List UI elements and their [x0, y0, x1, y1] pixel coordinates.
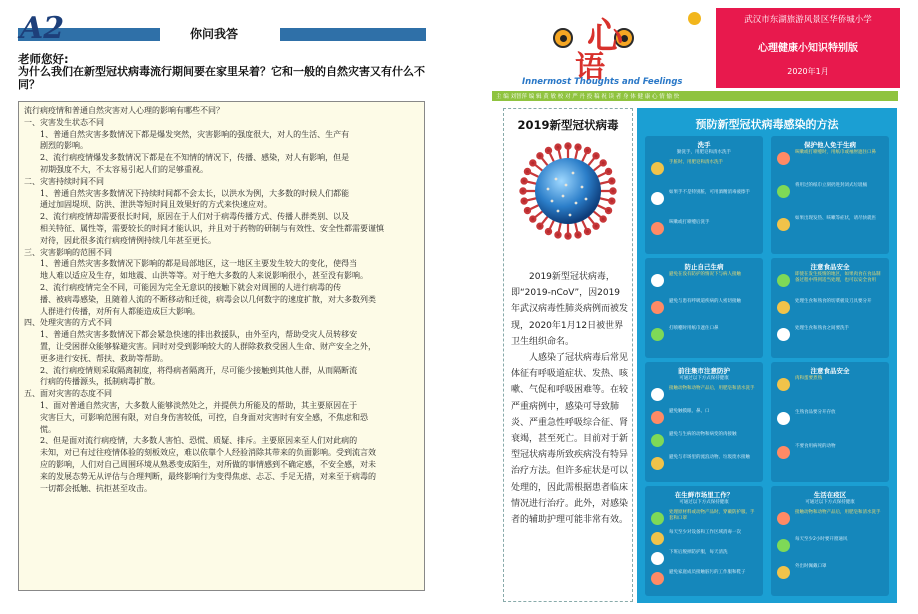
illustration-icon	[777, 274, 790, 287]
virus-spike-tip	[522, 198, 527, 203]
card-subheading: 可通过以下方式保持健康	[805, 500, 855, 505]
answer-line: 人群进行传播，对所有人都能造成巨大影响。	[40, 306, 200, 316]
answer-line: 相关特征、属性等，需要较长的时间才能认识，并且对于药物的研制与有效性、安全性都需要谨慎	[40, 223, 384, 233]
virus-spike-tip	[606, 169, 611, 174]
virus-spike-tip	[601, 160, 606, 165]
illustration-icon	[651, 388, 664, 401]
prevention-panel	[637, 108, 897, 603]
card-line: 打喷嚏时用纸巾遮住口鼻	[669, 326, 719, 331]
virus-spike-tip	[593, 153, 598, 158]
answer-line: 1、普通自然灾害多数情况下持续时间都不会太长，以洪水为例，大多数的时候人们都能	[40, 188, 350, 198]
illustration-icon	[651, 192, 664, 205]
virus-description	[511, 269, 629, 528]
illustration-icon	[777, 328, 790, 341]
card-line: 肉和蛋要煮熟	[795, 376, 822, 381]
virus-spike-tip	[546, 229, 551, 234]
virus-spike-tip	[555, 145, 560, 150]
answer-line: 五、面对灾害的态度不同	[24, 389, 112, 399]
virus-spike-tip	[530, 216, 535, 221]
card-line: 避免与患有呼吸道疾病的人密切接触	[669, 299, 741, 304]
virus-spike-tip	[555, 232, 560, 237]
prevention-card	[645, 258, 763, 358]
card-subheading: 勤洗手，用肥皂和清水洗手	[677, 150, 731, 155]
virus-spike-tip	[601, 216, 606, 221]
prevention-card	[771, 486, 889, 596]
virus-spike-tip	[537, 224, 542, 229]
virus-spike-tip	[522, 178, 527, 183]
card-line: 咳嗽或打喷嚏后洗手	[669, 220, 710, 225]
card-line: 手脏时、用肥皂和清水洗手	[669, 160, 723, 165]
virus-surface-dot	[575, 202, 578, 205]
answer-line: 慌。	[40, 424, 56, 434]
virus-spike-tip	[525, 169, 530, 174]
card-line: 处理生食和熟食的切菜板及刀具要分开	[795, 299, 872, 304]
answer-line: 更多进行安抚、帮扶、救助等帮助。	[40, 353, 168, 363]
answer-line: 对待，因此很多流行病疫情例持续几年甚至更长。	[40, 235, 216, 245]
logo-english: Innermost Thoughts and Feelings	[522, 77, 683, 87]
virus-surface-dot	[551, 200, 554, 203]
virus-paragraph-2: 人感染了冠状病毒后常见体征有呼吸道症状、发热、咳嗽、气促和呼吸困难等。在较严重病例中，感染可导致肺炎、严重急性呼吸综合征、肾衰竭，甚至死亡。目前对于新型冠状病毒所致疾病没有特异治疗方法。但许多症状是可以处理的，因此需根据患者临床情况进行治疗。此外，对感染者的辅助护理可能非常有效。	[511, 353, 629, 526]
card-heading: 前往集市注意防护	[678, 367, 730, 375]
virus-surface-dot	[585, 198, 588, 201]
illustration-icon	[651, 301, 664, 314]
logo-char-yu: 语	[575, 50, 605, 85]
illustration-icon	[777, 378, 790, 391]
virus-spike-tip	[537, 153, 542, 158]
illustration-icon	[651, 532, 664, 545]
illustration-icon	[651, 434, 664, 447]
virus-spike-tip	[585, 229, 590, 234]
prevention-card	[645, 362, 763, 482]
prevention-card	[645, 136, 763, 254]
card-line: 将用过的纸巾立刻扔进封闭式垃圾桶	[795, 183, 867, 188]
virus-surface-dot	[547, 188, 550, 191]
card-heading: 防止自己生病	[684, 263, 724, 271]
answer-line: 剧烈的影响。	[40, 141, 88, 151]
card-line: 咳嗽或打喷嚏时，用纸巾或袖肘遮住口鼻	[795, 150, 876, 155]
issue-date: 2020年1月	[787, 67, 829, 76]
card-heading: 洗手	[697, 141, 711, 149]
card-line: 避免与生病的动物和病变的肉接触	[669, 432, 737, 437]
answer-box	[18, 101, 425, 591]
answer-line: 地人难以适应及生存，如地震、山洪等等。对于绝大多数的人来说影响很小，甚至没有影响。	[40, 271, 368, 281]
illustration-icon	[777, 185, 790, 198]
answer-line: 初期强度不大，不太容易引起人们的足够重视。	[40, 164, 208, 174]
answer-line: 1、普通自然灾害多数情况下影响的都是局部地区，这一地区主要发生较大的变化，使得当	[40, 259, 358, 269]
card-line: 如果出现发热、咳嗽等症状，请尽快就医	[795, 216, 876, 221]
answer-line: 流行病疫情和普通自然灾害对人心理的影响有哪些不同？	[24, 106, 224, 115]
card-line: 接触动物和动物产品后，用肥皂和清水洗手	[669, 386, 755, 391]
card-line: 每天至少2小时要开窗通风	[795, 537, 848, 542]
answer-line: 应的影响，人们对自己周围环境从熟悉变成陌生，对所做的事情感到不确定感，不安全感，对未	[40, 459, 376, 469]
prevention-title: 预防新型冠状病毒感染的方法	[695, 118, 839, 131]
answer-line: 2、流行病疫情完全不同，可能因为完全无意识的接触下就会对周围的人进行病毒的传	[40, 282, 342, 292]
card-heading: 保护他人免于生病	[804, 141, 856, 149]
card-line: 生熟食品要分开存放	[795, 410, 836, 415]
prevention-card	[771, 136, 889, 254]
card-line: 即使在发生疫情的地区，如果肉食在食品制备过程中得到适当处理，也可以安全食用	[795, 272, 881, 284]
card-line: 避免与市场里的流浪动物、垃圾废水接触	[669, 455, 750, 460]
illustration-icon	[651, 411, 664, 424]
virus-spike-tip	[575, 232, 580, 237]
virus-spike-tip	[520, 188, 525, 193]
illustration-icon	[651, 162, 664, 175]
illustration-icon	[651, 222, 664, 235]
illustration-icon	[777, 218, 790, 231]
card-line: 避免在没有防护的情况下与病人接触	[669, 272, 741, 277]
answer-line: 2、流行病疫情则采取隔离制度，将得病者隔离开，尽可能少接触到其他人群，从而隔断流	[40, 365, 358, 375]
answer-line: 2、流行病疫情却需要很长时间，原因在于人们对于病毒传播方式、传播人群类别、以及	[40, 212, 350, 222]
answer-line: 灾害巨大，可影响范围有限，对自身伤害较低，可控，自身面对灾害时有安全感，不焦虑和恐	[40, 412, 368, 422]
virus-spike-tip	[575, 145, 580, 150]
card-line: 接触动物和动物产品后，用肥皂和清水洗手	[795, 510, 881, 515]
issue-series: 心理健康小知识特别版	[758, 43, 858, 54]
logo-char-xin: 心	[587, 15, 624, 57]
virus-spike-tip	[525, 208, 530, 213]
section-title: 你问我答	[190, 27, 239, 41]
virus-surface-dot	[557, 210, 560, 213]
prevention-card	[771, 362, 889, 482]
sun-icon	[688, 12, 701, 25]
card-line: 如果手不是特别脏，可用酒精消毒液擦手	[669, 190, 750, 195]
card-line: 避免触摸眼、鼻、口	[669, 409, 710, 414]
virus-spike-tip	[593, 224, 598, 229]
virus-surface-dot	[562, 195, 565, 198]
card-line: 每天至少对设备和工作区域消毒一次	[669, 530, 741, 535]
illustration-icon	[651, 274, 664, 287]
virus-spike-tip	[609, 178, 614, 183]
answer-line: 1、面对普通自然灾害，大多数人能够淡然处之，并提供力所能及的帮助，其主要原因在于	[40, 400, 358, 410]
virus-spike-tip	[565, 143, 570, 148]
logo-left-eye	[553, 28, 573, 48]
card-line: 不要食用病死的动物	[795, 444, 836, 449]
credits-text: 主 编 刘智萍 编 辑 黄 敏 校 对 严 丹 投 稿 祝 读 者 身 体 健 康 心 情 愉 快	[496, 94, 680, 100]
answer-line: 1、普通自然灾害多数情况下都会紧急快速的排出救援队，由外至内，帮助受灾人员转移安	[40, 330, 358, 340]
answer-line: 行病的传播源头，抵制病毒扩散。	[40, 377, 160, 387]
answer-line: 二、灾害持续时间不同	[24, 176, 104, 186]
illustration-icon	[651, 512, 664, 525]
school-name: 武汉市东湖旅游风景区华侨城小学	[744, 15, 872, 25]
answer-line: 三、灾害影响的范围不同	[24, 247, 112, 257]
answer-line: 一切都会抵触、抗拒甚至攻击。	[40, 483, 152, 493]
prevention-card	[645, 486, 763, 596]
answer-line: 2、流行病疫情爆发多数情况下都是在不知情的情况下，传播、感染，对人有影响，但是	[40, 153, 350, 163]
illustration-icon	[651, 457, 664, 470]
illustration-icon	[651, 552, 664, 565]
illustration-icon	[777, 539, 790, 552]
question-heading: 为什么我们在新型冠状病毒流行期间要在家里呆着？它和一般的自然灾害又有什么不同？	[18, 65, 425, 91]
card-subheading: 可通过以下方式保持健康	[679, 500, 729, 505]
illustration-icon	[651, 328, 664, 341]
virus-spike-tip	[610, 188, 615, 193]
page-badge: A2	[20, 11, 65, 46]
answer-line: 未知，对已有过往疫情体验的刻板效应，难以依靠个人经验消除其带来的负面影响。受到流言效	[40, 448, 376, 458]
card-subheading: 可通过以下方式保持健康	[679, 376, 729, 381]
answer-line: 四、处理灾害的方式不同	[24, 318, 112, 328]
illustration-icon	[777, 566, 790, 579]
virus-spike-tip	[546, 148, 551, 153]
card-line: 避免家庭成员接触脏污的工作服和鞋子	[669, 570, 746, 575]
illustration-icon	[777, 512, 790, 525]
virus-spike-tip	[585, 148, 590, 153]
answer-line: 来的发展态势无从评估与合理判断，最终影响行为变得焦虑、忐忑、手足无措，对来至于病毒的	[40, 471, 376, 481]
illustration-icon	[777, 301, 790, 314]
card-line: 外出时佩戴口罩	[795, 564, 827, 569]
illustration-icon	[777, 152, 790, 165]
answer-line: 通过加固堤坝、防洪、泄洪等短时间且效果好的方式来快速应对。	[40, 200, 272, 210]
virus-paragraph-1: 2019新型冠状病毒，即“2019-nCoV”，因2019年武汉病毒性肺炎病例而被发现，2020年1月12日被世界卫生组织命名。	[511, 272, 629, 347]
greeting: 老师您好:	[18, 52, 69, 66]
prevention-card	[771, 258, 889, 358]
virus-spike-tip	[565, 233, 570, 238]
card-line: 下班后脱掉防护服，每天清洗	[669, 550, 728, 555]
virus-surface-dot	[565, 184, 568, 187]
illustration-icon	[777, 446, 790, 459]
virus-surface-dot	[581, 186, 584, 189]
answer-line: 播、被病毒感染，且随着人流的不断移动和迁徙，病毒会以几何数字的速度扩散，对大多数列类	[40, 294, 376, 304]
card-heading: 注意食品安全	[810, 367, 850, 375]
virus-surface-dot	[572, 172, 575, 175]
masthead-box	[716, 8, 900, 88]
card-line: 处理原材料或动物产品时，穿戴防护服、手套和口罩	[669, 510, 755, 522]
virus-illustration-icon	[518, 141, 618, 241]
virus-spike-tip	[606, 208, 611, 213]
card-heading: 注意食品安全	[810, 263, 850, 271]
card-heading: 生活在疫区	[813, 491, 847, 499]
illustration-icon	[651, 572, 664, 585]
card-heading: 在生鲜市场里工作？	[674, 491, 734, 499]
answer-line: 一、灾害发生状态不同	[24, 117, 104, 127]
answer-line: 1、普通自然灾害多数情况下都是爆发突然，灾害影响的强度很大，对人的生活、生产有	[40, 129, 350, 139]
virus-surface-dot	[569, 214, 572, 217]
illustration-icon	[777, 412, 790, 425]
virus-title: 2019新型冠状病毒	[517, 118, 619, 132]
virus-spike-tip	[530, 160, 535, 165]
answer-line: 置，让受困群众能够躲避灾害。同时对受到影响较大的人群除救救受困人生命、财产安全之外，	[40, 341, 376, 351]
answer-line: 2、但是面对流行病疫情，大多数人害怕、恐慌、质疑、排斥。主要原因来至人们对此病的	[40, 436, 358, 446]
virus-spike-tip	[609, 198, 614, 203]
card-line: 处理生食和熟食之间要洗手	[795, 326, 849, 331]
virus-column	[503, 108, 633, 602]
virus-surface-dot	[555, 178, 558, 181]
